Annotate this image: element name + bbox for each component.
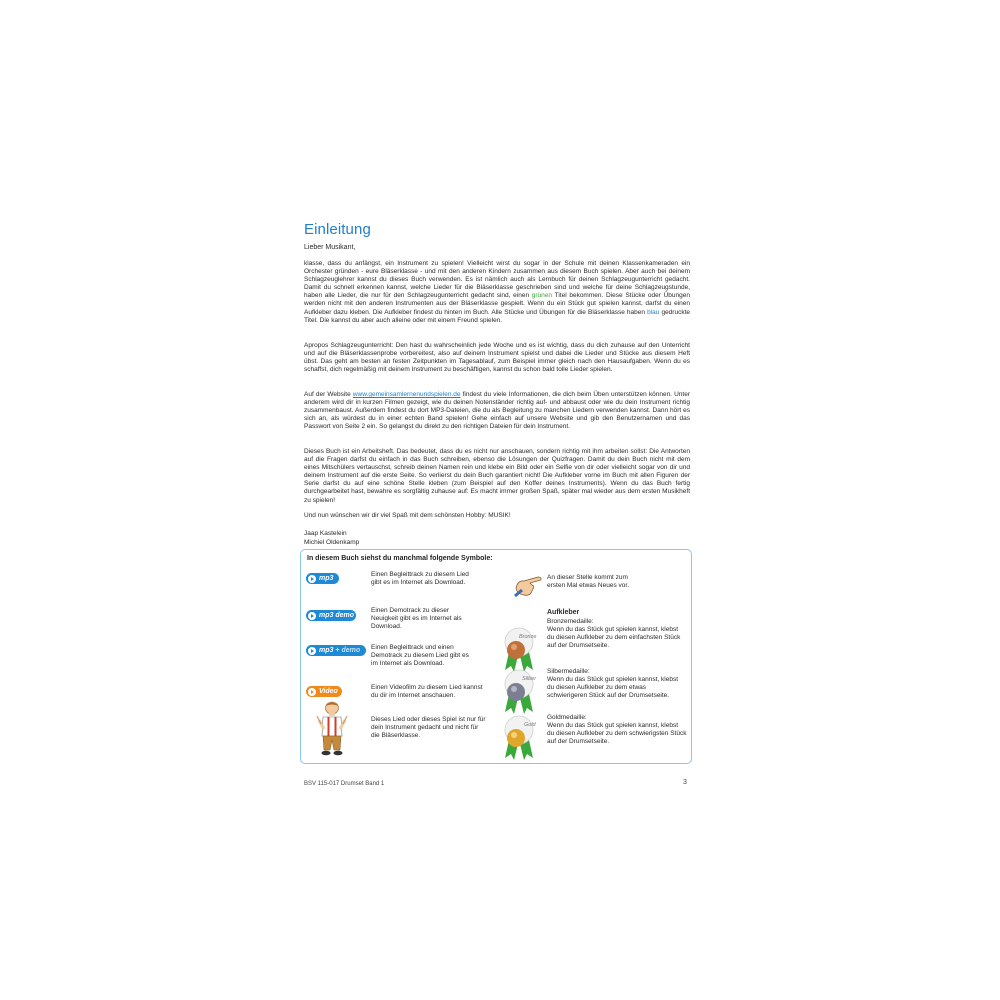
badge-label: mp3 demo (319, 612, 355, 619)
mp3-description: Einen Begleittrack zu diesem Lied gibt es im Internet als Download. (371, 571, 469, 587)
play-icon (308, 612, 316, 620)
pointing-hand-icon (514, 574, 544, 598)
silver-name: Silbermedaille: (547, 668, 590, 675)
badge-label: Video (319, 688, 338, 695)
badge-label: mp3 (319, 575, 334, 582)
mp3-demo-badge-icon (306, 610, 356, 621)
badge-label: demo (341, 647, 361, 654)
paragraph-website (304, 391, 690, 431)
silver-text: Wenn du das Stück gut spielen kannst, klebst du diesen Aufkleber zu dem etwas schwierigeren Stück auf der Drumsetseite. (547, 676, 679, 700)
paragraph-intro (304, 260, 690, 325)
paragraph-text: findest du viele Informationen, die dich beim Üben unterstützen können. Unter anderem wird dir in kurzen Filmen gezeigt, wie du deinen Notenständer richtig auf- und abbaust oder wie du dein Instrument richtig zusammenbaust. Außerdem findest du dort MP3-Dateien, die du als Begleitung zu manchen Liedern verwenden kannst. Dann hört es sich an, als würdest du in einer echten Band spielen! Gehe einfach auf unsere Website und gib den Benutzernamen und das Passwort von Seite 2 ein. So gelangst du direkt zu den richtigen Dateien für dein Instrument. (304, 391, 690, 431)
gold-text: Wenn du das Stück gut spielen kannst, klebst du diesen Aufkleber zu dem schwierigsten Stück auf der Drumsetseite. (547, 722, 687, 746)
stickers-title: Aufkleber (547, 609, 580, 616)
paragraph-text: gedruckte Titel. Die kannst du aber auch alleine oder mit einem Freund spielen. (304, 308, 690, 324)
symbols-box (300, 549, 692, 764)
silver-description (547, 668, 687, 700)
page-number: 3 (683, 779, 687, 786)
combo-description: Einen Begleittrack und einen Demotrack zu diesem Lied gibt es im Internet als Download. (371, 644, 469, 668)
drummer-figure-icon (315, 700, 349, 758)
drummer-description: Dieses Lied oder dieses Spiel ist nur für dein Instrument gedacht und nicht für die Bläserklasse. (371, 716, 486, 740)
bronze-name: Bronzemedaille: (547, 618, 594, 625)
greeting: Lieber Musikant, (304, 244, 356, 251)
new-description: An dieser Stelle kommt zum ersten Mal etwas Neues vor. (547, 574, 630, 590)
paragraph-text: Auf der Website (304, 391, 353, 398)
footer-book-code: BSV 115-017 Drumset Band 1 (304, 781, 385, 787)
authors (304, 530, 690, 547)
paragraph-closing: Und nun wünschen wir dir viel Spaß mit dem schönsten Hobby: MUSIK! (304, 512, 511, 519)
silver-medal-label: Silber (522, 676, 537, 682)
author-name: Michiel Oldenkamp (304, 538, 360, 546)
gold-medal-icon (501, 714, 537, 760)
paragraph-workbook: Dieses Buch ist ein Arbeitsheft. Das bedeutet, dass du es nicht nur anschauen, sondern richtig mit ihm arbeiten sollst: Die Antworten auf die Fragen darfst du einfach in das Buch schreiben, ebenso die Lösungen der Quizfragen. Damit du dein Buch nicht mit dem eines Mitschülers vertauschst, schreib deinen Namen rein und klebe ein Bild oder ein Selfie von dir oder vielleicht sogar von dir und deinem Instrument auf die erste Seite. So verlierst du dein Buch garantiert nicht! Die Aufkleber vorne im Buch mit allen Figuren der Serie darfst du auf eine schöne Stelle kleben (zum Beispiel auf den Koffer deines Instruments). Wenn du das Buch fertig durchgearbeitet hast, bewahre es sorgfältig zuhause auf: Es macht immer großen Spaß, später mal wieder aus dem ersten Musikheft zu spielen! (304, 448, 690, 504)
paragraph-text: Titel bekommen. Diese Stücke oder Übungen werden nicht mit den anderen Instrumenten aus der Bläserklasse gespielt. Wenn du ein Stück gut spielen kannst, darfst du einen Aufkleber dazu kleben. Die Aufkleber findest du hinten im Buch. Alle Stücke und Übungen für die Bläserklasse haben (304, 292, 690, 316)
bronze-text: Wenn du das Stück gut spielen kannst, klebst du diesen Aufkleber zu dem einfachsten Stück auf der Drumsetseite. (547, 626, 681, 650)
play-icon (308, 575, 316, 583)
mp3-plus-demo-badge-icon (306, 645, 366, 656)
gold-description (547, 714, 687, 746)
paragraph-text: klasse, dass du anfängst, ein Instrument zu spielen! Vielleicht wirst du sogar in der Schule mit deinen Klassenkameraden ein Orchester gründen - eure Bläserklasse - und mit den anderen Kindern zusammen aus diesem Buch spielen. Aber auch bei deinem Schlagzeuglehrer kannst du dieses Buch verwenden. Es ist nämlich auch als Lernbuch für deinen Schlagzeugunterricht gedacht. Damit du schnell erkennen kannst, welche Lieder für die Bläserklasse geschrieben sind und welche für deine Schlagzeugstunde, haben alle Lieder, die nur für den Schlagzeugunterricht gedacht sind, einen (304, 260, 690, 300)
play-icon (308, 647, 316, 655)
gold-medal-label: Gold (524, 722, 536, 728)
badge-plus: + (335, 647, 340, 654)
symbols-box-title: In diesem Buch siehst du manchmal folgende Symbole: (307, 555, 493, 562)
badge-label: mp3 (319, 647, 334, 654)
gold-name: Goldmedaille: (547, 714, 587, 721)
green-word: grünen (531, 292, 553, 300)
video-description: Einen Videofilm zu diesem Lied kannst du dir im Internet anschauen. (371, 684, 483, 700)
mp3-badge-icon (306, 573, 339, 584)
bronze-description (547, 618, 687, 650)
silver-medal-icon (501, 668, 537, 714)
video-badge-icon (306, 686, 342, 697)
bronze-medal-label: Bronze (519, 634, 537, 640)
page-title: Einleitung (304, 221, 371, 238)
demo-description: Einen Demotrack zu dieser Neuigkeit gibt es im Internet als Download. (371, 607, 462, 631)
paragraph-lessons: Apropos Schlagzeugunterricht: Den hast du wahrscheinlich jede Woche und es ist wichtig, dass du dich zuhause auf den Unterricht und auf die Bläserklassenprobe vorbereitest, also auf deinem Instrument spielst und dabei die Lieder und Stücke aus diesem Heft übst. Das geht am besten an festen Zeitpunkten im Tagesablauf, zum Beispiel immer gleich nach den Hausaufgaben. Wenn du es schaffst, dich regelmäßig mit deinem Instrument zu beschäftigen, kannst du schon bald tolle Lieder spielen. (304, 342, 690, 374)
bronze-medal-icon (501, 626, 537, 672)
play-icon (308, 688, 316, 696)
website-link[interactable]: www.gemeinsamlernenundspielen.de (352, 391, 461, 398)
blue-word: blau (647, 308, 660, 316)
author-name: Jaap Kastelein (304, 530, 347, 537)
